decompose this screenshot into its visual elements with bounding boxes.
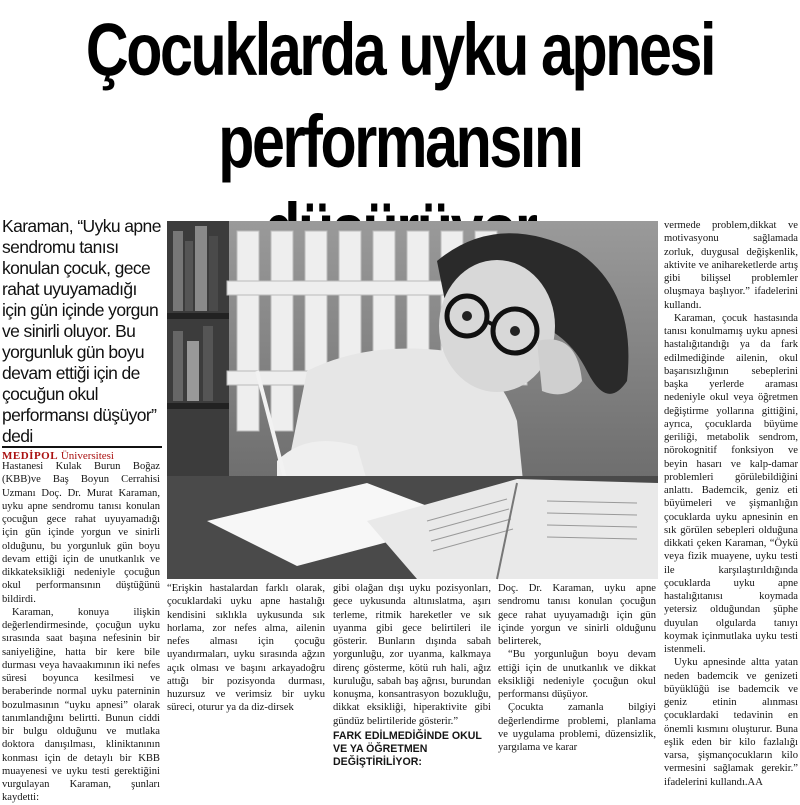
article-deck: Karaman, “Uyku apne sendromu tanısı konulan çocuk, gece rahat uyuyamadığı için gün içinde yorgun ve sinirli oluyor. Bu yorgunluk gün boyu devam ettiği için de çocuğun okul performansı düşüyor” dedi <box>2 216 161 446</box>
column-5 <box>664 219 798 788</box>
paragraph: Doç. Dr. Karaman, uyku apne sendromu tanısı konulan çocuğun gece rahat uyuyamadığı için gün içinde yorgun ve sinirli olduğunu belirterek, <box>498 583 656 647</box>
article-photo <box>167 221 658 579</box>
column-1 <box>2 460 160 804</box>
paragraph: “Erişkin hastalardan farklı olarak, çocuklardaki uyku apne hastalığı kendisini sıklıkla uykusunda sık horlama, zor nefes alma, ailenin nefes alması için çocuğu uyandırmaları, uyku sırasında ağzın açık olması ve başını arkayadoğru attığı bir pozisyonda durması, huzursuz ve verimsiz bir uyku süreci, oturur ya da diz-dirsek <box>167 583 325 714</box>
medipol-logo: MEDİPOL <box>2 450 59 462</box>
column-3 <box>333 582 491 771</box>
paragraph: Uyku apnesinde altta yatan neden bademcik ve genizeti büyüklüğü ise bademcik ve geniz etinin alınması çocuklardaki tedavinin en önemli kısmını oluşturur. Buna eşlik eden bir kilo fazlalığı varsa, şişmançocukların kilo vermesini sağlamak gerekir.” ifadelerini kullandı.AA <box>664 657 798 788</box>
headline-line-1: Çocuklarda uyku apnesi <box>85 8 715 91</box>
university-label: Üniversitesi <box>58 450 114 462</box>
column-4 <box>498 582 656 754</box>
paragraph: Karaman, konuya ilişkin değerlendirmesinde, çocuğun uyku sırasında saat başına nefesinin bir saniyeliğine, hatta bir kere bile durması veya havaakımının iki nefes süresi boyunca kesilmesi ve beraberinde normal uyku paterninin bozulmasının “uyku apnesi” olarak tanımlandığını belirtti. Bunun ciddi bir bulgu olduğunu ve mutlaka doktora danışılması, kliniktanının konması için de detaylı bir KBB muayenesi ve uyku testi gerektiğini vurgulayan Karaman, şunları kaydetti: <box>2 606 160 804</box>
paragraph: Karaman, çocuk hastasında tanısı konulmamış uyku apnesi hastalığıtandığı ya da fark edilmediğinde ailenin, okul başarısızlığının sebeplerini başka yerlerde araması nedeniyle okul veya öğretmen değiştirme yollarına gittiğini, ayrıca, çocuklarda büyüme geriliği, metabolik sendrom, nörokognitif fonksiyon ve beyin hasarı ve kalp-damar problemleri görülebildiğini anlattı. Bademcik, geniz eti büyümeleri ve şişmanlığın çocuklarda uyku apnesinin en sık görülen sebepleri olduğuna dikkati çeken Karaman, “Öykü veya fizik muayene, uyku testi ile karşılaştırıldığında çocuklarda uyku apne hastalığıtanısı koymada yetersiz olduğundan şüphe duyulan olgularda tanıyı koymak içinmutlaka uyku testi istenmeli. <box>664 312 798 655</box>
paragraph: gibi olağan dışı uyku pozisyonları, gece uykusunda altınıslatma, aşırı terleme, ritmik hareketler ve sık uyanma gibi gece belirtileri ile gösterir. Bunların dışında sabah yorgunluğu, zor uyanma, kalkmaya direnç gösterme, kötü ruh hali, ağız kuruluğu, sabah baş ağrısı, burundan konuşma, konsantrasyon bozukluğu, dikkat eksikliği, hiperaktivite gibi gündüz belirtileride gösterir.” <box>333 583 491 727</box>
paragraph: Hastanesi Kulak Burun Boğaz (KBB)ve Baş Boyun Cerrahisi Uzmanı Doç. Dr. Murat Karaman, uyku apne sendromu tanısı konulan çocuğun gece rahat uyuyamadığı için gün içinde yorgun ve sinirli olduğunu, bu yorgunluk gün boyu devam ettiği için de unutkanlık ve dikkateksikliği nedeniyle çocuğun okul performansının düştüğünü bildirdi. <box>2 461 160 605</box>
subheading: FARK EDİLMEDİĞİNDE OKUL VE YA ÖĞRETMEN DEĞİŞTİRİLİYOR: <box>333 729 482 768</box>
paragraph: “Bu yorgunluğun boyu devam ettiği için de unutkanlık ve dikkat eksikliği nedeniyle çocuğun okul performansı düşüyor. <box>498 649 656 700</box>
headline-line-2: performansını <box>218 100 582 183</box>
column-2 <box>167 582 325 782</box>
paragraph: vermede problem,dikkat ve motivasyonu sağlamada zorluk, duygusal değişkenlik, aktivite ve anihareketlerde artış gibi bilişsel problemler oluşmaya başlıyor.” ifadelerini kullandı. <box>664 220 798 311</box>
paragraph: Çocukta zamanla bilgiyi değerlendirme problemi, planlama ve uygulama problemi, düzensizlik, yargılama ve karar <box>498 702 656 753</box>
child-sleepy-reading-illustration <box>167 221 658 579</box>
